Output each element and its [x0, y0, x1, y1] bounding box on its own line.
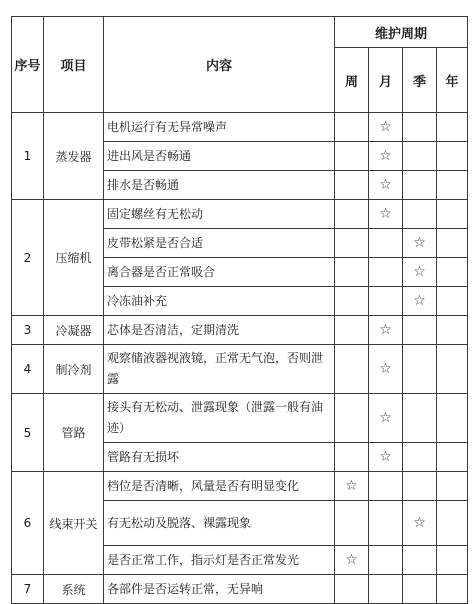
row-number: 6 — [12, 472, 44, 575]
year-cell — [437, 229, 468, 258]
week-cell — [335, 472, 369, 501]
year-cell — [437, 142, 468, 171]
item-name: 压缩机 — [44, 200, 104, 316]
star-icon: ☆ — [413, 515, 426, 531]
row-number: 4 — [12, 345, 44, 394]
month-cell — [369, 546, 403, 575]
month-cell — [369, 472, 403, 501]
table-row — [12, 316, 468, 345]
season-cell — [403, 229, 437, 258]
year-cell — [437, 575, 468, 604]
season-cell — [403, 113, 437, 142]
year-cell — [437, 443, 468, 472]
star-icon: ☆ — [413, 235, 426, 251]
month-cell — [369, 443, 403, 472]
month-cell — [369, 200, 403, 229]
maintenance-table — [11, 16, 468, 604]
row-number: 1 — [12, 113, 44, 200]
season-cell — [403, 142, 437, 171]
week-cell — [335, 229, 369, 258]
star-icon: ☆ — [379, 449, 392, 465]
star-icon: ☆ — [413, 293, 426, 309]
week-cell — [335, 113, 369, 142]
month-cell — [369, 501, 403, 546]
season-cell — [403, 575, 437, 604]
content-cell: 固定螺丝有无松动 — [104, 200, 335, 229]
season-cell — [403, 394, 437, 443]
month-cell — [369, 287, 403, 316]
star-icon: ☆ — [413, 264, 426, 280]
year-cell — [437, 472, 468, 501]
season-cell — [403, 258, 437, 287]
star-icon: ☆ — [379, 119, 392, 135]
row-number: 7 — [12, 575, 44, 604]
year-cell — [437, 113, 468, 142]
item-name: 制冷剂 — [44, 345, 104, 394]
star-icon: ☆ — [379, 206, 392, 222]
month-cell — [369, 345, 403, 394]
content-cell: 是否正常工作，指示灯是否正常发光 — [104, 546, 335, 575]
season-cell — [403, 443, 437, 472]
star-icon: ☆ — [379, 361, 392, 377]
content-cell: 排水是否畅通 — [104, 171, 335, 200]
star-icon: ☆ — [379, 322, 392, 338]
month-cell — [369, 142, 403, 171]
header-item: 项目 — [44, 17, 104, 113]
item-name: 蒸发器 — [44, 113, 104, 200]
year-cell — [437, 316, 468, 345]
year-cell — [437, 501, 468, 546]
item-name: 系统 — [44, 575, 104, 604]
content-cell: 离合器是否正常吸合 — [104, 258, 335, 287]
header-content: 内容 — [104, 17, 335, 113]
row-number: 2 — [12, 200, 44, 316]
star-icon: ☆ — [345, 478, 358, 494]
content-cell: 有无松动及脱落、裸露现象 — [104, 501, 335, 546]
week-cell — [335, 394, 369, 443]
content-cell: 观察储液器视液镜，正常无气泡，否则泄露 — [104, 345, 335, 394]
month-cell — [369, 394, 403, 443]
content-cell: 芯体是否清洁，定期清洗 — [104, 316, 335, 345]
season-cell — [403, 345, 437, 394]
year-cell — [437, 287, 468, 316]
season-cell — [403, 171, 437, 200]
header-season: 季 — [403, 48, 437, 113]
week-cell — [335, 171, 369, 200]
table-row — [12, 575, 468, 604]
header-period: 维护周期 — [335, 17, 468, 48]
row-number: 3 — [12, 316, 44, 345]
year-cell — [437, 345, 468, 394]
header-year: 年 — [437, 48, 468, 113]
month-cell — [369, 258, 403, 287]
week-cell — [335, 287, 369, 316]
month-cell — [369, 113, 403, 142]
content-cell: 管路有无损坏 — [104, 443, 335, 472]
item-name: 线束开关 — [44, 472, 104, 575]
item-name: 冷凝器 — [44, 316, 104, 345]
season-cell — [403, 200, 437, 229]
table-row — [12, 113, 468, 142]
header-week: 周 — [335, 48, 369, 113]
month-cell — [369, 575, 403, 604]
season-cell — [403, 316, 437, 345]
content-cell: 皮带松紧是否合适 — [104, 229, 335, 258]
year-cell — [437, 394, 468, 443]
month-cell — [369, 229, 403, 258]
content-cell: 冷冻油补充 — [104, 287, 335, 316]
year-cell — [437, 258, 468, 287]
week-cell — [335, 501, 369, 546]
year-cell — [437, 546, 468, 575]
week-cell — [335, 575, 369, 604]
table-row — [12, 200, 468, 229]
week-cell — [335, 316, 369, 345]
table-row — [12, 345, 468, 394]
content-cell: 档位是否清晰，风量是否有明显变化 — [104, 472, 335, 501]
week-cell — [335, 546, 369, 575]
table-row — [12, 394, 468, 443]
header-month: 月 — [369, 48, 403, 113]
season-cell — [403, 472, 437, 501]
week-cell — [335, 345, 369, 394]
week-cell — [335, 200, 369, 229]
content-cell: 进出风是否畅通 — [104, 142, 335, 171]
star-icon: ☆ — [379, 177, 392, 193]
row-number: 5 — [12, 394, 44, 472]
content-cell: 各部件是否运转正常，无异响 — [104, 575, 335, 604]
table-row — [12, 472, 468, 501]
month-cell — [369, 316, 403, 345]
item-name: 管路 — [44, 394, 104, 472]
week-cell — [335, 142, 369, 171]
year-cell — [437, 171, 468, 200]
star-icon: ☆ — [379, 148, 392, 164]
star-icon: ☆ — [379, 410, 392, 426]
week-cell — [335, 258, 369, 287]
content-cell: 电机运行有无异常噪声 — [104, 113, 335, 142]
year-cell — [437, 200, 468, 229]
season-cell — [403, 501, 437, 546]
star-icon: ☆ — [345, 552, 358, 568]
season-cell — [403, 546, 437, 575]
month-cell — [369, 171, 403, 200]
week-cell — [335, 443, 369, 472]
season-cell — [403, 287, 437, 316]
header-seq: 序号 — [12, 17, 44, 113]
table-body — [12, 113, 468, 604]
content-cell: 接头有无松动、泄露现象（泄露一般有油迹） — [104, 394, 335, 443]
